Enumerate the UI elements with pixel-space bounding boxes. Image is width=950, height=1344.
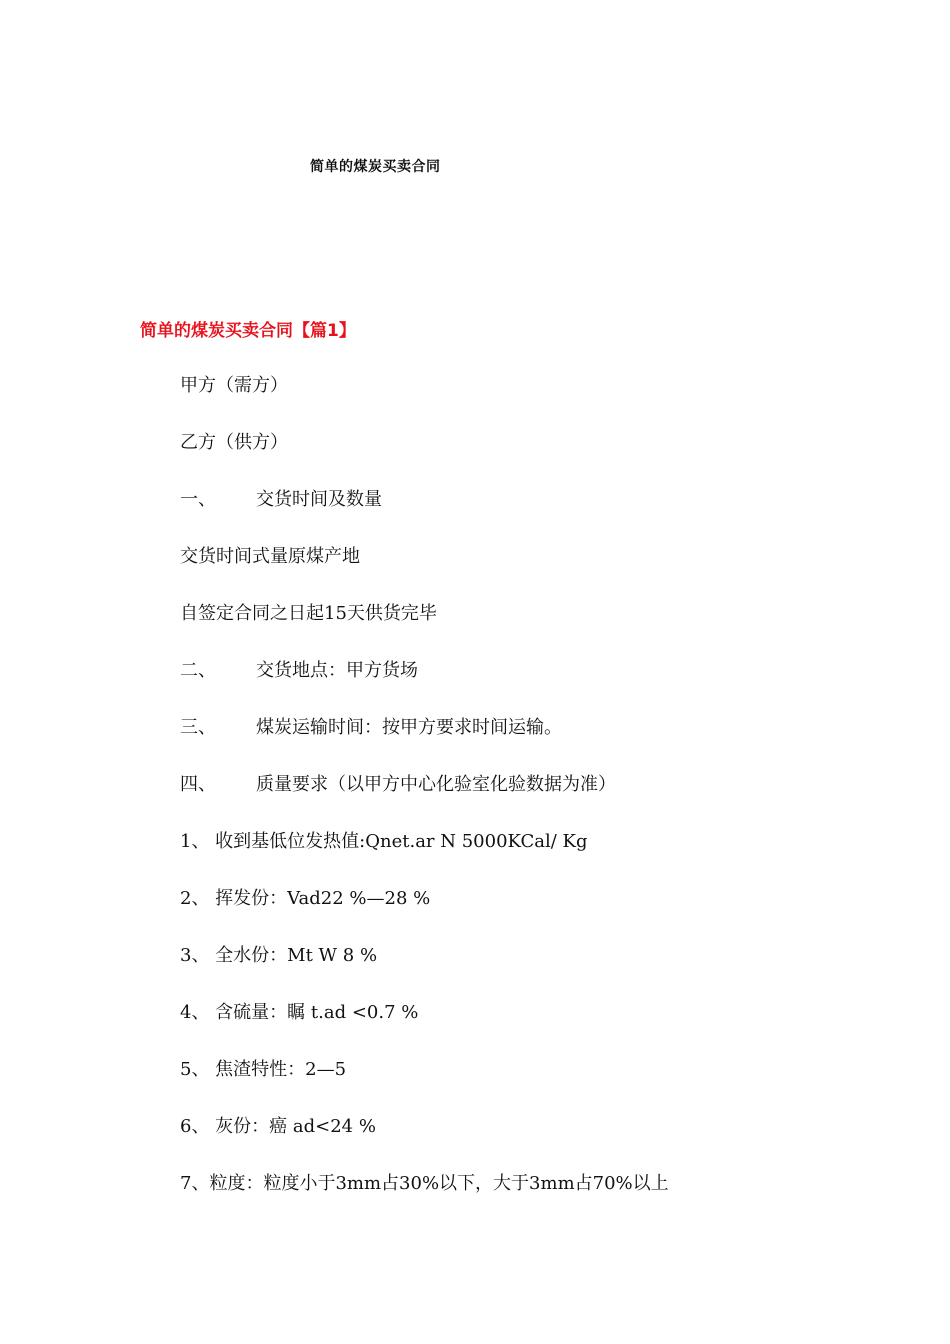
- line-text: 6、 灰份：癌 ad<24 %: [180, 1116, 376, 1137]
- contract-line: [180, 1113, 669, 1170]
- contract-line: [180, 1170, 669, 1227]
- line-text: 交货时间式量原煤产地: [180, 546, 360, 567]
- clause-number: 一、: [180, 489, 216, 510]
- line-text: 质量要求（以甲方中心化验室化验数据为准）: [256, 774, 616, 795]
- contract-line: [180, 372, 669, 429]
- line-text: 交货地点：甲方货场: [256, 660, 418, 681]
- line-text: 甲方（需方）: [180, 375, 288, 396]
- document-title: 简单的煤炭买卖合同: [310, 159, 441, 175]
- line-text: 乙方（供方）: [180, 432, 288, 453]
- contract-line: [180, 543, 669, 600]
- line-text: 3、 全水份：Mt W 8 %: [180, 945, 378, 966]
- contract-line: [180, 1056, 669, 1113]
- line-text: 4、 含硫量：瞩 t.ad <0.7 %: [180, 1002, 419, 1023]
- contract-line: [180, 828, 669, 885]
- contract-line: [180, 600, 669, 657]
- line-text: 交货时间及数量: [256, 489, 382, 510]
- contract-line: [180, 714, 669, 771]
- clause-number: 三、: [180, 717, 216, 738]
- clause-number: 二、: [180, 660, 216, 681]
- line-text: 7、粒度：粒度小于3mm占30%以下，大于3mm占70%以上: [180, 1173, 669, 1194]
- contract-line: [180, 429, 669, 486]
- contract-line: [180, 942, 669, 999]
- contract-line: [180, 771, 669, 828]
- contract-line: [180, 657, 669, 714]
- contract-body: [180, 372, 669, 1227]
- line-text: 自签定合同之日起15天供货完毕: [180, 603, 437, 624]
- line-text: 煤炭运输时间：按甲方要求时间运输。: [256, 717, 562, 738]
- contract-line: [180, 999, 669, 1056]
- section-heading: 简单的煤炭买卖合同【篇1】: [140, 321, 356, 341]
- line-text: 1、 收到基低位发热值:Qnet.ar N 5000KCal/ Kg: [180, 831, 588, 852]
- contract-line: [180, 885, 669, 942]
- line-text: 2、 挥发份：Vad22 %—28 %: [180, 888, 431, 909]
- contract-line: [180, 486, 669, 543]
- clause-number: 四、: [180, 774, 216, 795]
- line-text: 5、 焦渣特性：2—5: [180, 1059, 347, 1080]
